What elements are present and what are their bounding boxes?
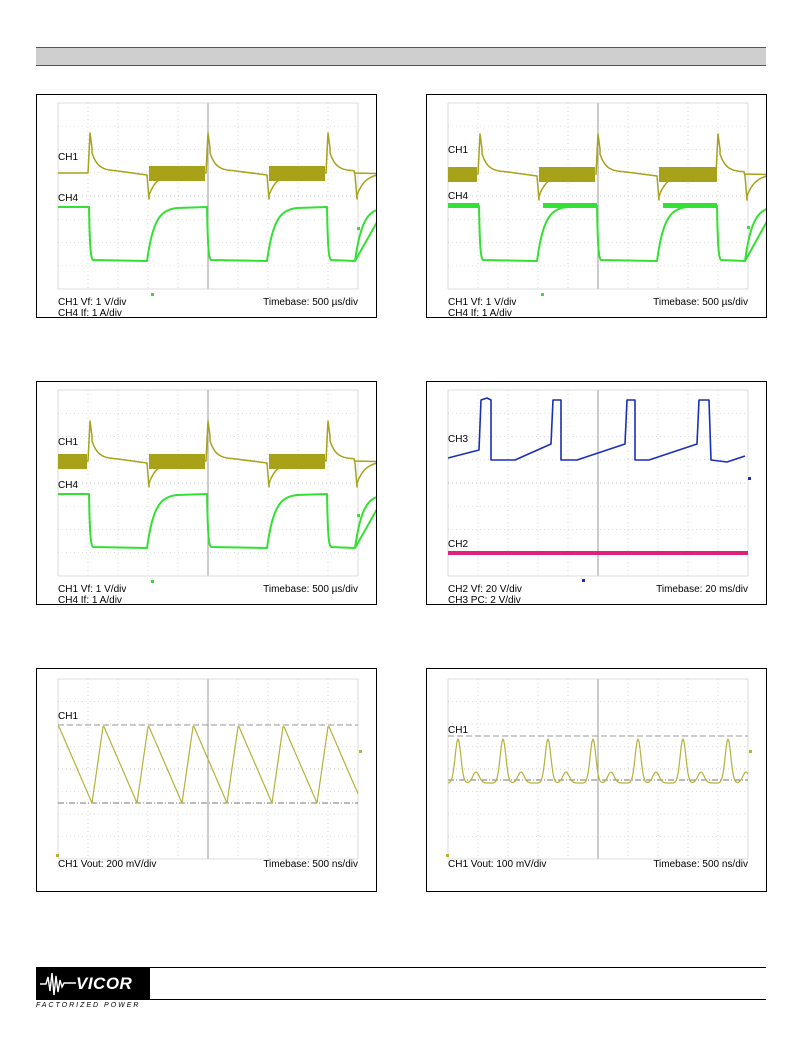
ch3-trace — [448, 398, 745, 462]
ch4-ground-marker — [151, 580, 154, 583]
ch3-tag: CH3 — [448, 434, 469, 445]
scope-plot-2 — [426, 94, 767, 318]
scope-plot-5 — [36, 668, 377, 892]
scope-1-graph — [37, 95, 376, 317]
scope-4-timebase: Timebase: 20 ms/div — [656, 584, 748, 595]
footer-rule-bottom — [36, 999, 766, 1000]
scope-6-timebase: Timebase: 500 ns/div — [653, 859, 748, 870]
ch1-trigger-marker — [749, 750, 752, 753]
scope-1-settings-1: CH1 Vf: 1 V/div — [58, 297, 127, 308]
ch1-tag: CH1 — [448, 145, 469, 156]
ch4-trigger-marker — [747, 226, 750, 229]
scope-2-graph — [427, 95, 766, 317]
ch1-ripple-band — [539, 167, 595, 182]
ch1-tag: CH1 — [58, 437, 79, 448]
ch1-ripple-band — [448, 167, 477, 182]
ch3-trigger-marker — [582, 579, 585, 582]
ch1-ripple-band — [269, 454, 325, 469]
ch1-tag: CH1 — [58, 152, 79, 163]
scope-3-settings-2: CH4 If: 1 A/div — [58, 595, 122, 606]
scope-1-timebase: Timebase: 500 µs/div — [263, 297, 358, 308]
ch1-tag: CH1 — [58, 711, 79, 722]
scope-1-settings-2: CH4 If: 1 A/div — [58, 308, 122, 316]
ch4-ripple-band — [663, 203, 717, 208]
scope-4-settings-2: CH3 PC: 2 V/div — [448, 595, 521, 606]
ch1-ripple-band — [659, 167, 717, 182]
vicor-waveform-icon — [38, 967, 78, 1000]
scope-5-settings-1: CH1 Vout: 200 mV/div — [58, 859, 157, 870]
vicor-logo — [36, 967, 150, 1000]
ch4-tag: CH4 — [448, 191, 469, 202]
ch3-ground-marker — [748, 477, 751, 480]
ch1-ground-marker — [446, 854, 449, 857]
scope-6-graph — [427, 669, 766, 907]
ch1-trace — [58, 133, 376, 199]
ch4-ground-marker — [541, 293, 544, 296]
ch1-ripple-band — [269, 166, 325, 181]
ch1-trigger-marker — [359, 750, 362, 753]
scope-3-timebase: Timebase: 500 µs/div — [263, 584, 358, 595]
scope-4-settings-1: CH2 Vf: 20 V/div — [448, 584, 522, 595]
ch4-ripple-band — [448, 203, 479, 208]
scope-5-graph — [37, 669, 376, 907]
ch1-ripple-band — [58, 454, 87, 469]
ch4-ripple-band — [543, 203, 597, 208]
ch4-tag: CH4 — [58, 480, 79, 491]
ch1-ripple-band — [149, 454, 205, 469]
ch1-tag: CH1 — [448, 725, 469, 736]
footer-tagline: FACTORIZED POWER — [36, 1002, 141, 1009]
ch2-trace — [448, 551, 748, 555]
scope-3-graph — [37, 382, 376, 604]
scope-3-settings-1: CH1 Vf: 1 V/div — [58, 584, 127, 595]
header-bar — [36, 47, 766, 66]
scope-2-settings-1: CH1 Vf: 1 V/div — [448, 297, 517, 308]
ch1-ripple-band — [149, 166, 205, 181]
scope-plot-3 — [36, 381, 377, 605]
scope-5-timebase: Timebase: 500 ns/div — [263, 859, 358, 870]
scope-2-timebase: Timebase: 500 µs/div — [653, 297, 748, 308]
logo-text: VICOR — [76, 974, 133, 993]
scope-4-graph — [427, 382, 766, 604]
ch4-trigger-marker — [357, 514, 360, 517]
scope-plot-1 — [36, 94, 377, 318]
ch1-ground-marker — [56, 854, 59, 857]
ch4-ground-marker — [151, 293, 154, 296]
scope-2-settings-2: CH4 If: 1 A/div — [448, 308, 512, 316]
scope-plot-6 — [426, 668, 767, 892]
ch4-trace — [448, 206, 766, 261]
ch4-trigger-marker — [357, 227, 360, 230]
ch4-tag: CH4 — [58, 193, 79, 204]
scope-6-settings-1: CH1 Vout: 100 mV/div — [448, 859, 547, 870]
ch2-tag: CH2 — [448, 539, 469, 550]
scope-plot-4 — [426, 381, 767, 605]
